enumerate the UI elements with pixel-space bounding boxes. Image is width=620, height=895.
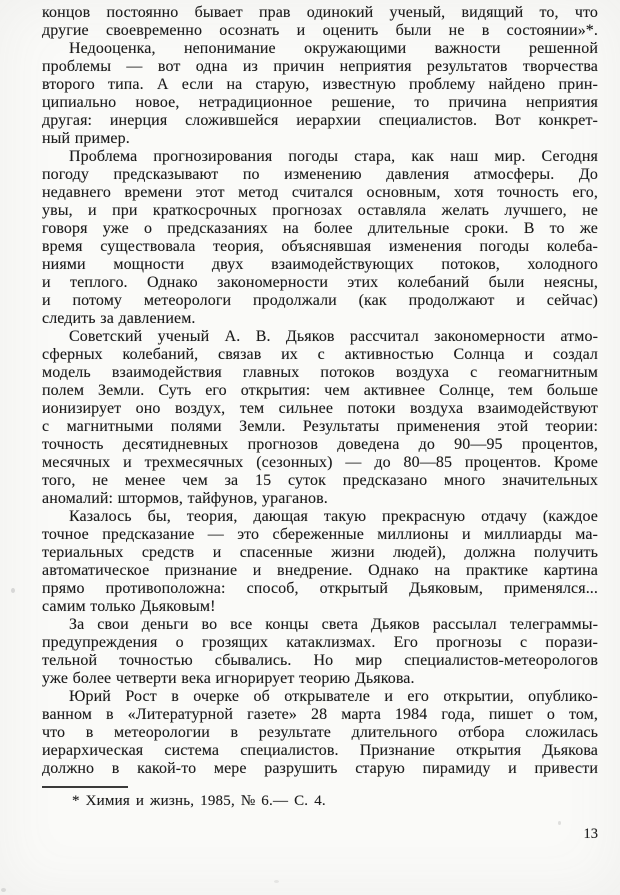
text-line: прямо противоположна: способ, открытый Дьяковым, применялся... bbox=[42, 580, 598, 597]
text-line: аномалий: штормов, тайфунов, ураганов. bbox=[42, 490, 328, 507]
scan-speck bbox=[1, 888, 6, 892]
paragraph bbox=[42, 40, 598, 148]
text-line: что в метеорологии в результате длительного отбора сложилась bbox=[42, 724, 598, 741]
paragraph bbox=[42, 508, 598, 616]
text-line: того, не менее чем за 15 суток предсказано много значительных bbox=[42, 472, 598, 489]
text-line: модель взаимодействия главных потоков воздуха с геомагнитным bbox=[42, 364, 598, 381]
text-line: следить за давлением. bbox=[42, 310, 196, 327]
text-line: другая: инерция сложившейся иерархии специалистов. Вот конкрет- bbox=[42, 112, 598, 129]
text-line: ванном в «Литературной газете» 28 марта 1984 года, пишет о том, bbox=[42, 706, 598, 723]
text-line: точность десятидневных прогнозов доведена до 90—95 процентов, bbox=[42, 436, 598, 453]
footnote: * Химия и жизнь, 1985, № 6.— С. 4. bbox=[72, 793, 326, 809]
text-line: точное предсказание — это сбереженные миллионы и миллиарды ма- bbox=[42, 526, 598, 543]
paragraph bbox=[42, 148, 598, 328]
text-line: с магнитными полями Земли. Результаты применения этой теории: bbox=[42, 418, 598, 435]
text-line: уже более четверти века игнорирует теорию Дьякова. bbox=[42, 670, 415, 687]
text-line: ниями мощности двух взаимодействующих потоков, холодного bbox=[42, 256, 598, 273]
body-text bbox=[42, 4, 598, 778]
text-line: Юрий Рост в очерке об открывателе и его открытии, опублико- bbox=[69, 688, 598, 705]
text-line: увы, и при краткосрочных прогнозах оставляла желать лучшего, не bbox=[42, 202, 598, 219]
text-line: месячных и трехмесячных (сезонных) — до 80—85 процентов. Кроме bbox=[42, 454, 598, 471]
text-line: говоря уже о предсказаниях на более длительные сроки. В то же bbox=[42, 220, 598, 237]
paragraph bbox=[42, 616, 598, 688]
footnote-rule bbox=[42, 786, 128, 788]
text-line: За свои деньги во все концы света Дьяков рассылал телеграммы- bbox=[69, 616, 598, 633]
paragraph bbox=[42, 4, 598, 40]
page-number: 13 bbox=[583, 826, 598, 842]
text-line: ципиально новое, нетрадиционное решение, то причина неприятия bbox=[42, 94, 598, 111]
text-line: сферных колебаний, связав их с активностью Солнца и создал bbox=[42, 346, 598, 363]
text-line: ный пример. bbox=[42, 130, 130, 147]
text-line: второго типа. А если на старую, известную проблему найдено прин- bbox=[42, 76, 598, 93]
text-line: погоду предсказывают по изменению давления атмосферы. До bbox=[42, 166, 598, 183]
text-line: и потому метеорологи продолжали (как продолжают и сейчас) bbox=[42, 292, 598, 309]
text-line: самим только Дьяковым! bbox=[42, 598, 216, 615]
text-line: предупреждения о грозящих катаклизмах. Его прогнозы с порази- bbox=[42, 634, 598, 651]
paragraph bbox=[42, 328, 598, 508]
text-line: ионизирует оно воздух, тем сильнее потоки воздуха взаимодействуют bbox=[42, 400, 598, 417]
scan-speck bbox=[11, 588, 15, 593]
text-line: время существовала теория, объяснявшая изменения погоды колеба- bbox=[42, 238, 598, 255]
text-line: концов постоянно бывает прав одинокий ученый, видящий то, что bbox=[42, 4, 598, 21]
text-line: Советский ученый А. В. Дьяков рассчитал закономерности атмо- bbox=[69, 328, 598, 345]
text-line: автоматическое признание и внедрение. Однако на практике картина bbox=[42, 562, 598, 579]
text-line: должно в какой-то мере разрушить старую пирамиду и привести bbox=[42, 760, 598, 777]
text-line: и теплого. Однако закономерности этих колебаний были неясны, bbox=[42, 274, 598, 291]
scan-speck bbox=[558, 821, 561, 825]
text-line: полем Земли. Суть его открытия: чем активнее Солнце, тем больше bbox=[42, 382, 598, 399]
scan-speck bbox=[274, 880, 279, 883]
text-line: Проблема прогнозирования погоды стара, как наш мир. Сегодня bbox=[69, 148, 598, 165]
text-line: Недооценка, непонимание окружающими важности решенной bbox=[69, 40, 598, 57]
text-line: недавнего времени этот метод считался основным, хотя точность его, bbox=[42, 184, 598, 201]
text-line: Казалось бы, теория, дающая такую прекрасную отдачу (каждое bbox=[69, 508, 598, 525]
text-line: другие своевременно осознать и оценить были не в состоянии»*. bbox=[42, 22, 598, 39]
paragraph bbox=[42, 688, 598, 778]
text-line: териальных средств и спасенные жизни людей), должна получить bbox=[42, 544, 598, 561]
text-line: проблемы — вот одна из причин неприятия результатов творчества bbox=[42, 58, 598, 75]
text-line: иерархическая система специалистов. Признание открытия Дьякова bbox=[42, 742, 598, 759]
text-line: тельной точностью сбывались. Но мир специалистов-метеорологов bbox=[42, 652, 598, 669]
